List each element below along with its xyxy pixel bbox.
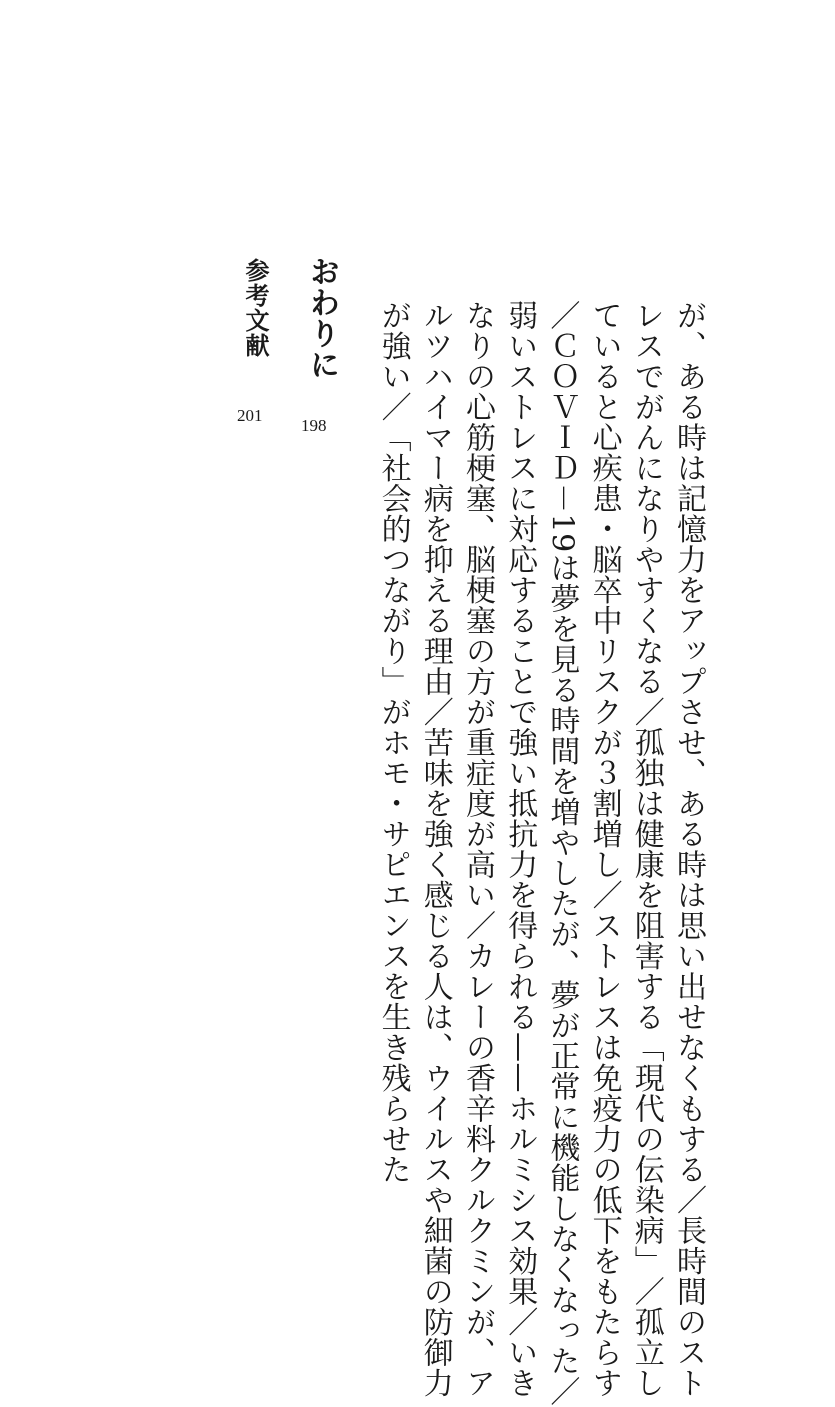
text-column: 弱いストレスに対応することで強い抵抗力を得られる——ホルミシス効果／いき xyxy=(502,300,538,1398)
text-column: レスでがんになりやすくなる／孤独は健康を阻害する「現代の伝染病」／孤立し xyxy=(628,300,664,1398)
text-column: が強い／「社会的つながり」がホモ・サピエンスを生き残らせた xyxy=(375,300,411,1185)
toc-page-number-owari: 198 xyxy=(301,416,327,435)
toc-title-references: 参考文献 xyxy=(241,258,269,358)
toc-entry-references xyxy=(237,258,273,425)
text-column: ていると心疾患・脳卒中リスクが３割増し／ストレスは免疫力の低下をもたらす xyxy=(586,300,622,1398)
text-column: が、ある時は記憶力をアップさせ、ある時は思い出せなくもする／長時間のスト xyxy=(671,300,706,1398)
toc-entry-owari xyxy=(299,256,343,435)
toc-page-number-references: 201 xyxy=(237,406,263,425)
text-column: ルツハイマー病を抑える理由／苦味を強く感じる人は、ウイルスや細菌の防御力 xyxy=(417,300,453,1398)
text-column: ／ＣＯＶＩＤ－19は夢を見る時間を増やしたが、夢が正常に機能しなくなった／ xyxy=(544,300,580,1407)
toc-title-owari: おわりに xyxy=(304,256,339,380)
text-column: なりの心筋梗塞、脳梗塞の方が重症度が高い／カレーの香辛料クルクミンが、ア xyxy=(459,300,495,1398)
body-text xyxy=(371,300,709,1407)
